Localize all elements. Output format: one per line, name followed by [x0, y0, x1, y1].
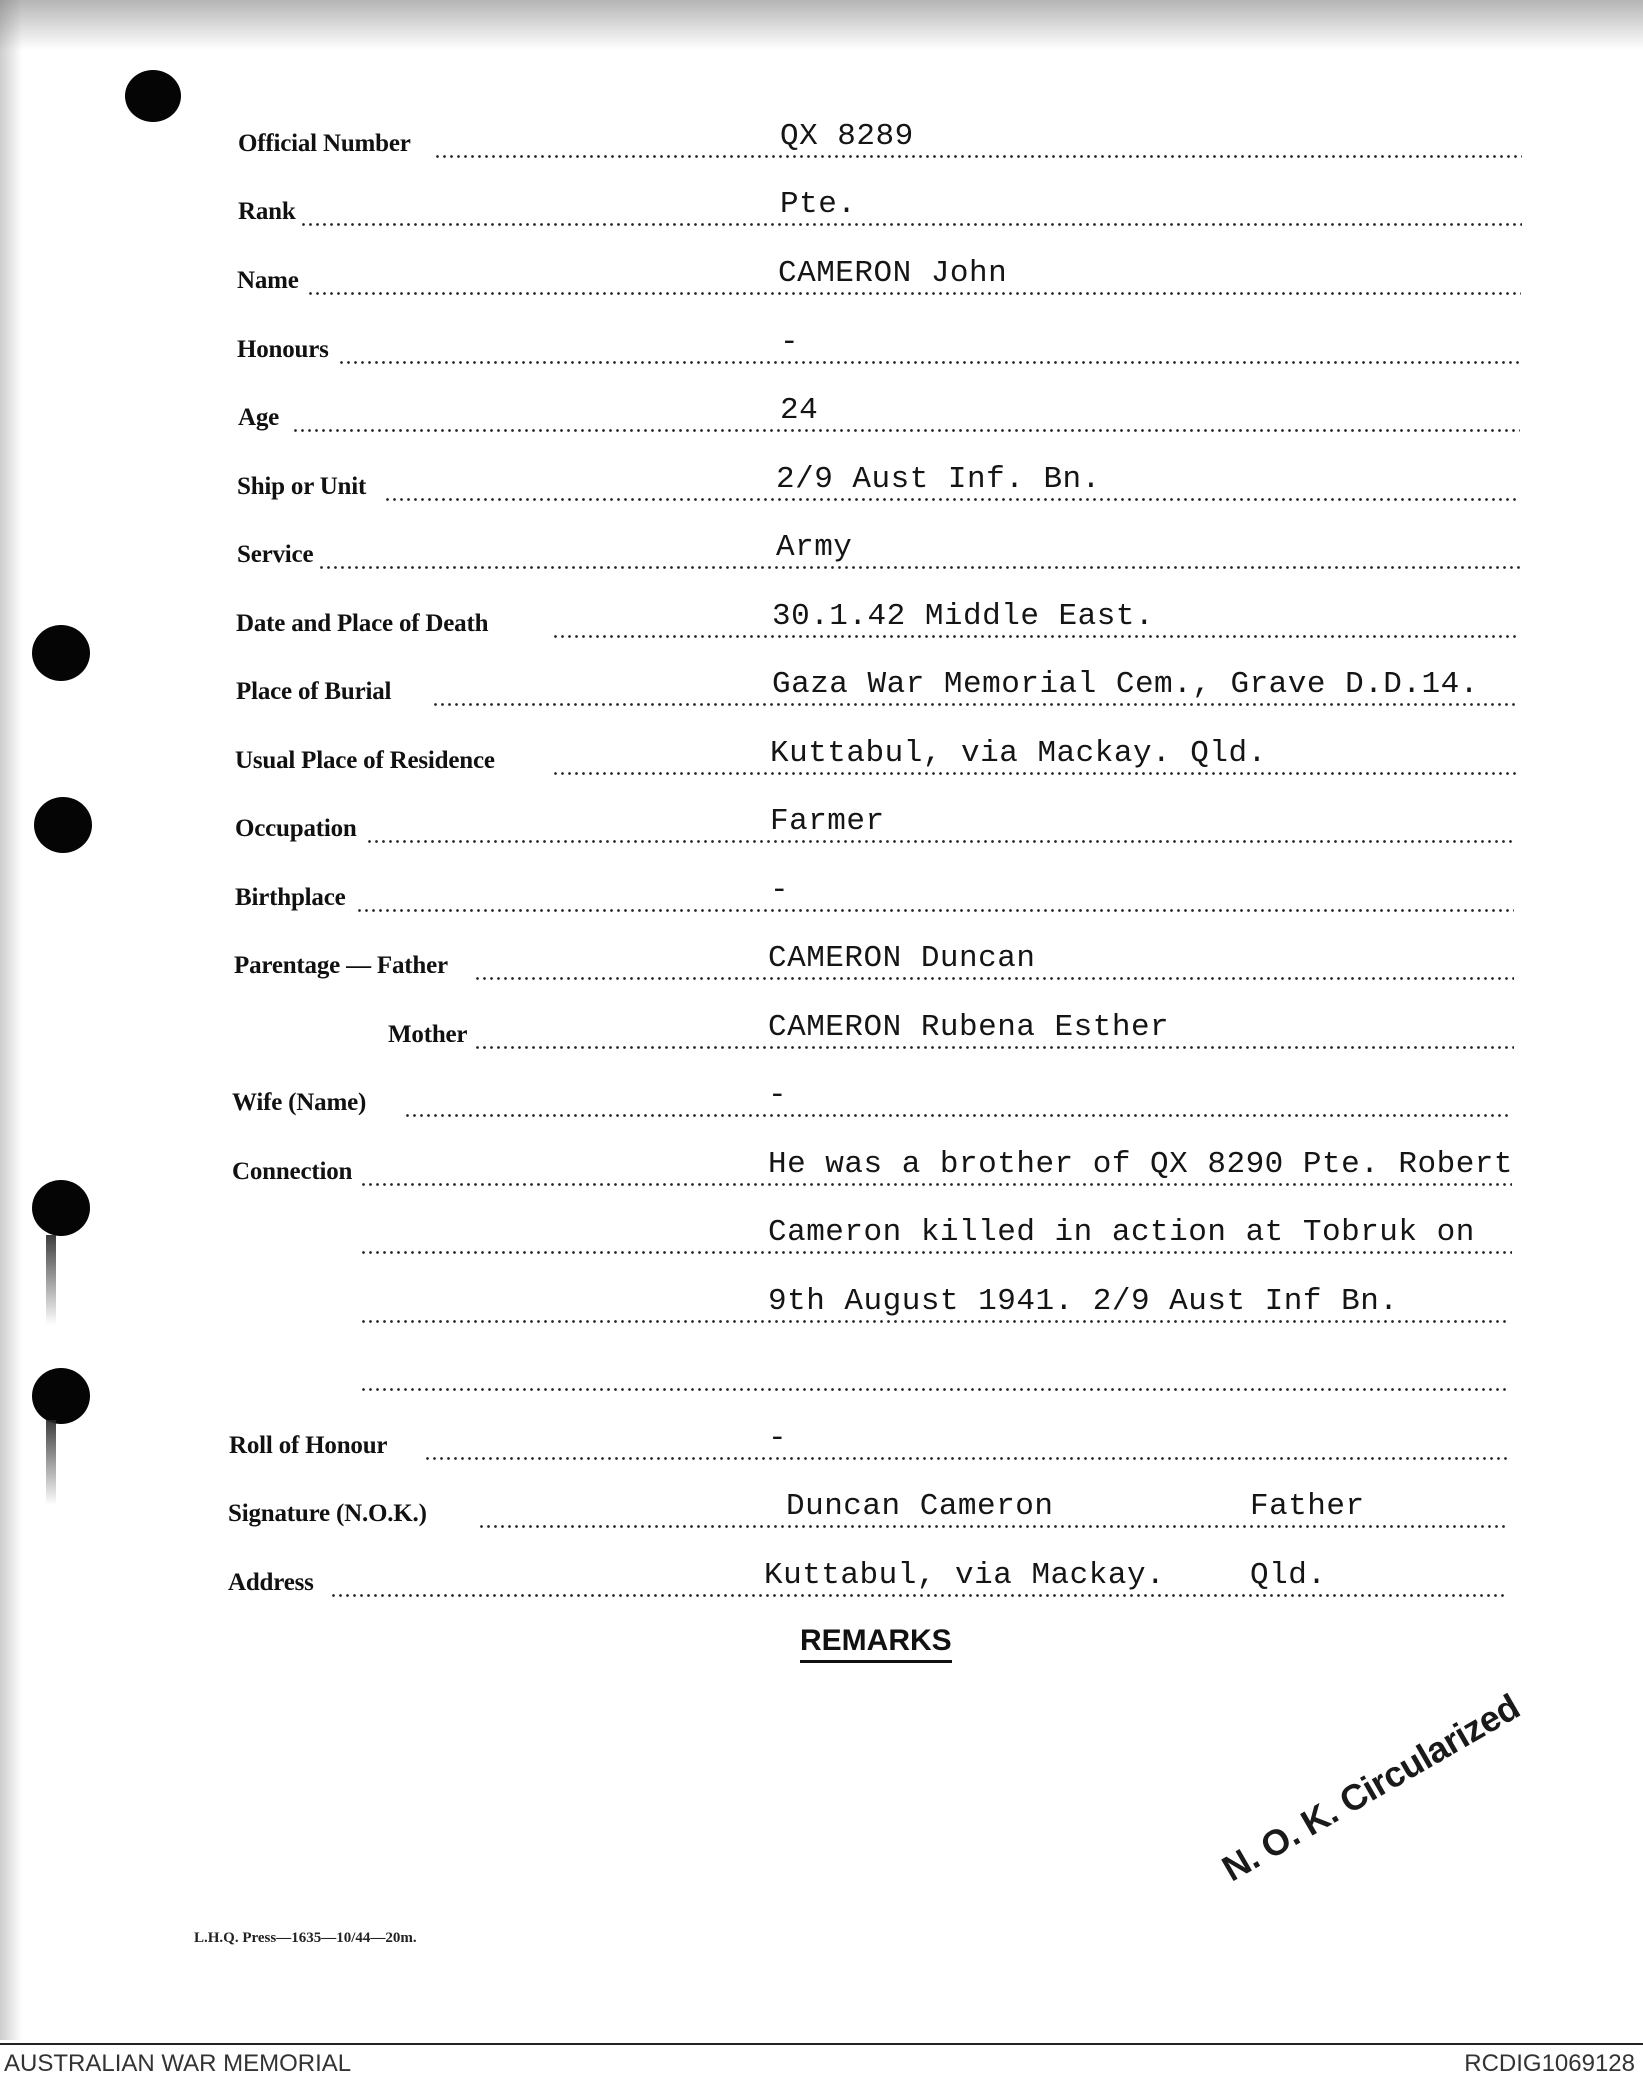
connection-line-1: He was a brother of QX 8290 Pte. Robert [768, 1147, 1514, 1182]
punch-hole [125, 70, 181, 122]
row-connection-2 [0, 1212, 1643, 1260]
row-address [0, 1555, 1643, 1603]
row-signature [0, 1486, 1643, 1534]
connection-line-3: 9th August 1941. 2/9 Aust Inf Bn. [768, 1284, 1399, 1319]
ship-or-unit-value: 2/9 Aust Inf. Bn. [776, 462, 1101, 497]
dotted-line [434, 155, 1522, 158]
dotted-line [360, 1251, 1512, 1254]
dotted-line [552, 635, 1518, 638]
row-burial [0, 664, 1643, 712]
footer-divider [0, 2043, 1643, 2045]
death-value: 30.1.42 Middle East. [772, 599, 1155, 634]
row-mother [0, 1007, 1643, 1055]
mother-label: Mother [388, 1021, 468, 1048]
occupation-label: Occupation [235, 815, 357, 842]
row-ship-or-unit [0, 459, 1643, 507]
row-rank [0, 184, 1643, 232]
row-honours [0, 322, 1643, 370]
birthplace-value: - [770, 873, 790, 908]
row-age [0, 390, 1643, 438]
death-label: Date and Place of Death [236, 610, 489, 637]
service-label: Service [237, 541, 314, 568]
row-father [0, 938, 1643, 986]
dotted-line [360, 1388, 1510, 1391]
dotted-line [300, 223, 1522, 226]
row-connection-4 [0, 1349, 1643, 1397]
row-occupation [0, 801, 1643, 849]
age-label: Age [238, 404, 280, 431]
dotted-line [330, 1594, 1508, 1597]
dotted-line [478, 1525, 1508, 1528]
rank-value: Pte. [780, 187, 857, 222]
dotted-line [404, 1114, 1512, 1117]
dotted-line [307, 292, 1521, 295]
age-value: 24 [780, 393, 819, 428]
footer-institution: AUSTRALIAN WAR MEMORIAL [4, 2050, 352, 2077]
row-death [0, 596, 1643, 644]
row-name [0, 253, 1643, 301]
burial-value: Gaza War Memorial Cem., Grave D.D.14. [772, 667, 1479, 702]
wife-label: Wife (Name) [232, 1089, 367, 1116]
printer-note: L.H.Q. Press—1635—10/44—20m. [194, 1930, 417, 1946]
residence-label: Usual Place of Residence [235, 747, 495, 774]
row-birthplace [0, 870, 1643, 918]
dotted-line [360, 1183, 1512, 1186]
row-connection [0, 1144, 1643, 1192]
row-connection-3 [0, 1281, 1643, 1329]
footer-record-id: RCDIG1069128 [1464, 2050, 1635, 2077]
dotted-line [424, 1457, 1510, 1460]
dotted-line [292, 429, 1520, 432]
address-state: Qld. [1250, 1558, 1327, 1593]
father-value: CAMERON Duncan [768, 941, 1036, 976]
scan-shadow-top [0, 0, 1643, 50]
dotted-line [338, 361, 1521, 364]
birthplace-label: Birthplace [235, 884, 346, 911]
honours-label: Honours [237, 336, 329, 363]
official-number-value: QX 8289 [780, 119, 914, 154]
name-label: Name [237, 267, 299, 294]
dotted-line [474, 977, 1514, 980]
residence-value: Kuttabul, via Mackay. Qld. [770, 736, 1267, 771]
dotted-line [552, 772, 1516, 775]
official-number-label: Official Number [238, 130, 411, 157]
row-official-number [0, 116, 1643, 164]
address-value: Kuttabul, via Mackay. [764, 1558, 1166, 1593]
dotted-line [432, 703, 1518, 706]
connection-label: Connection [232, 1158, 353, 1185]
roll-of-honour-label: Roll of Honour [229, 1432, 388, 1459]
dotted-line [474, 1046, 1514, 1049]
dotted-line [384, 498, 1520, 501]
remarks-heading: REMARKS [800, 1622, 952, 1663]
roll-of-honour-value: - [768, 1421, 788, 1456]
nok-circularized-stamp: N. O. K. Circularized [1215, 1685, 1527, 1890]
dotted-line [366, 840, 1516, 843]
address-label: Address [228, 1569, 314, 1596]
connection-line-2: Cameron killed in action at Tobruk on [768, 1215, 1475, 1250]
service-value: Army [776, 530, 853, 565]
burial-label: Place of Burial [236, 678, 392, 705]
signature-label: Signature (N.O.K.) [228, 1500, 427, 1527]
name-value: CAMERON John [778, 256, 1008, 291]
mother-value: CAMERON Rubena Esther [768, 1010, 1170, 1045]
honours-value: - [780, 325, 800, 360]
father-label: Parentage — Father [234, 952, 448, 979]
wife-value: - [768, 1078, 788, 1113]
dotted-line [360, 1320, 1510, 1323]
signature-value: Duncan Cameron [786, 1489, 1054, 1524]
occupation-value: Farmer [770, 804, 885, 839]
dotted-line [318, 566, 1520, 569]
row-residence [0, 733, 1643, 781]
ship-or-unit-label: Ship or Unit [237, 473, 367, 500]
rank-label: Rank [238, 198, 296, 225]
row-roll-of-honour [0, 1418, 1643, 1466]
signature-relation: Father [1250, 1489, 1365, 1524]
row-service [0, 527, 1643, 575]
row-wife [0, 1075, 1643, 1123]
dotted-line [356, 909, 1514, 912]
